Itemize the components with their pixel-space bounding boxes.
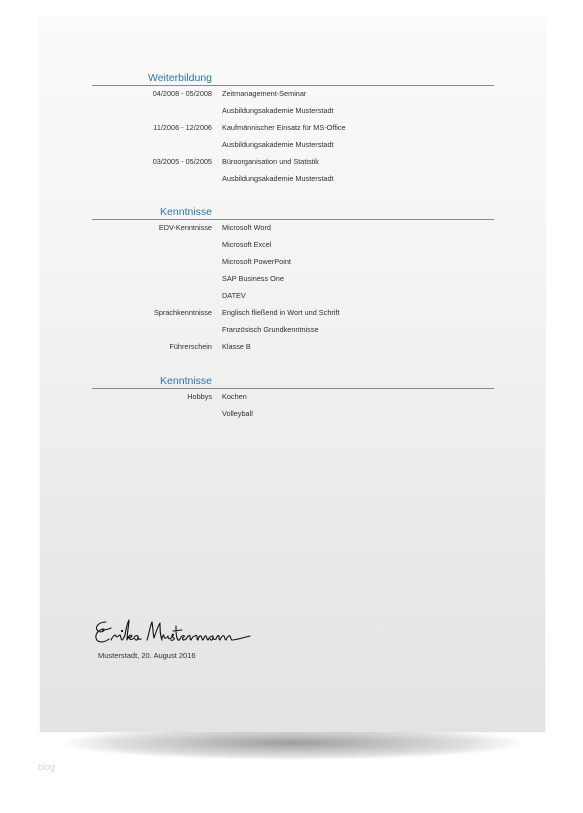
row-label: Sprachkenntnisse [153, 308, 212, 317]
list-item [92, 321, 494, 338]
row-value: Ausbildungsakademie Musterstadt [222, 174, 334, 183]
list-item [92, 170, 494, 187]
list-item [92, 253, 494, 270]
row-value: Ausbildungsakademie Musterstadt [222, 140, 334, 149]
row-label: 04/2008 - 05/2008 [152, 89, 212, 98]
section-kenntnisse [92, 205, 494, 355]
cv-page [40, 18, 545, 732]
list-item [92, 85, 494, 102]
row-label: Hobbys [187, 392, 212, 401]
list-item [92, 119, 494, 136]
section-title: Kenntnisse [160, 206, 212, 218]
row-label: 03/2005 - 05/2005 [152, 157, 212, 166]
row-value: Büroorganisation und Statistik [222, 157, 319, 166]
list-item [92, 153, 494, 170]
list-item [92, 338, 494, 355]
row-value: Kaufmännischer Einsatz für MS-Office [222, 123, 346, 132]
row-value: DATEV [222, 291, 246, 300]
handwritten-signature-icon [92, 614, 262, 653]
list-item [92, 102, 494, 119]
list-item [92, 388, 494, 405]
place-date: Musterstadt, 20. August 2016 [98, 651, 196, 660]
list-item [92, 136, 494, 153]
row-value: Microsoft PowerPoint [222, 257, 291, 266]
row-value: SAP Business One [222, 274, 284, 283]
section-title: Weiterbildung [147, 72, 212, 84]
row-value: Zeitmanagement-Seminar [222, 89, 307, 98]
row-value: Microsoft Word [222, 223, 271, 232]
watermark: blog [38, 762, 56, 772]
list-item [92, 236, 494, 253]
list-item [92, 219, 494, 236]
row-value: Ausbildungsakademie Musterstadt [222, 106, 334, 115]
section-hobbys [92, 374, 494, 422]
section-weiterbildung [92, 71, 494, 187]
row-value: Kochen [222, 392, 247, 401]
list-item [92, 405, 494, 422]
row-label: Führerschein [169, 342, 212, 351]
row-value: Englisch fließend in Wort und Schrift [222, 308, 340, 317]
list-item [92, 304, 494, 321]
row-value: Volleyball [222, 409, 253, 418]
row-value: Klasse B [222, 342, 251, 351]
list-item [92, 270, 494, 287]
list-item [92, 287, 494, 304]
row-value: Französisch Grundkenntnisse [222, 325, 319, 334]
row-value: Microsoft Excel [222, 240, 272, 249]
section-title: Kenntnisse [160, 375, 212, 387]
row-label: 11/2006 - 12/2006 [153, 123, 212, 132]
row-label: EDV-Kenntnisse [158, 223, 212, 232]
